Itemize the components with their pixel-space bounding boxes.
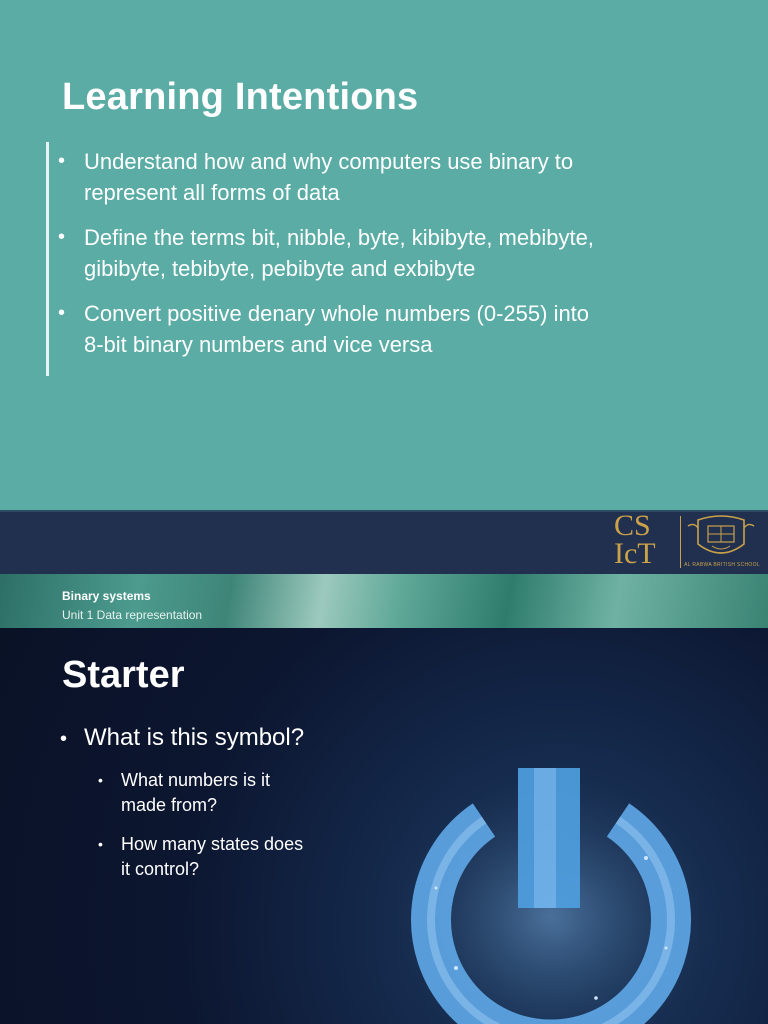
bullet-item (58, 146, 718, 208)
bullet-text: 8-bit binary numbers and vice versa (84, 332, 433, 357)
bullet-text: Understand how and why computers use binary to (84, 149, 574, 174)
footer-unit: Unit 1 Data representation (62, 608, 203, 622)
bullet-item (60, 724, 304, 752)
logo-line-1: CS (614, 509, 651, 542)
sub-bullet-item (98, 832, 358, 882)
sub-bullet-text: What numbers is it (121, 770, 271, 790)
sub-bullet-text: it control? (121, 859, 200, 879)
bullet-list (58, 146, 718, 374)
slide-title: Starter (62, 654, 185, 696)
logo-divider (680, 516, 681, 568)
bullet-text: Convert positive denary whole numbers (0-255) into (84, 301, 590, 326)
cs-ict-logo (614, 509, 656, 570)
bullet-text: What is this symbol? (84, 724, 305, 751)
sub-bullet-text: How many states does (121, 834, 304, 854)
bullet-text: gibibyte, tebibyte, pebibyte and exbibyte (84, 256, 476, 281)
footer-topic: Binary systems (62, 589, 151, 603)
school-name: AL RABWA BRITISH SCHOOL (684, 562, 760, 568)
sub-bullet-item (98, 768, 358, 818)
bullet-item (58, 222, 718, 284)
bullet-dot: • (60, 728, 68, 750)
slide-starter (0, 628, 768, 1024)
bullet-dot: • (58, 302, 66, 324)
power-symbol-icon (396, 768, 706, 1024)
school-crest-icon (686, 514, 756, 560)
slide-title: Learning Intentions (62, 76, 419, 118)
sub-bullet-text: made from? (121, 795, 218, 815)
bullet-text: represent all forms of data (84, 180, 340, 205)
bullet-dot: • (58, 150, 66, 172)
bullet-text: Define the terms bit, nibble, byte, kibibyte, mebibyte, (84, 225, 594, 250)
bullet-dot: • (58, 226, 66, 248)
bullet-item (58, 298, 718, 360)
bullet-dot: • (98, 772, 103, 788)
bullet-dot: • (98, 836, 103, 852)
bullet-rule (46, 142, 49, 376)
logo-line-2: IcT (614, 537, 656, 570)
